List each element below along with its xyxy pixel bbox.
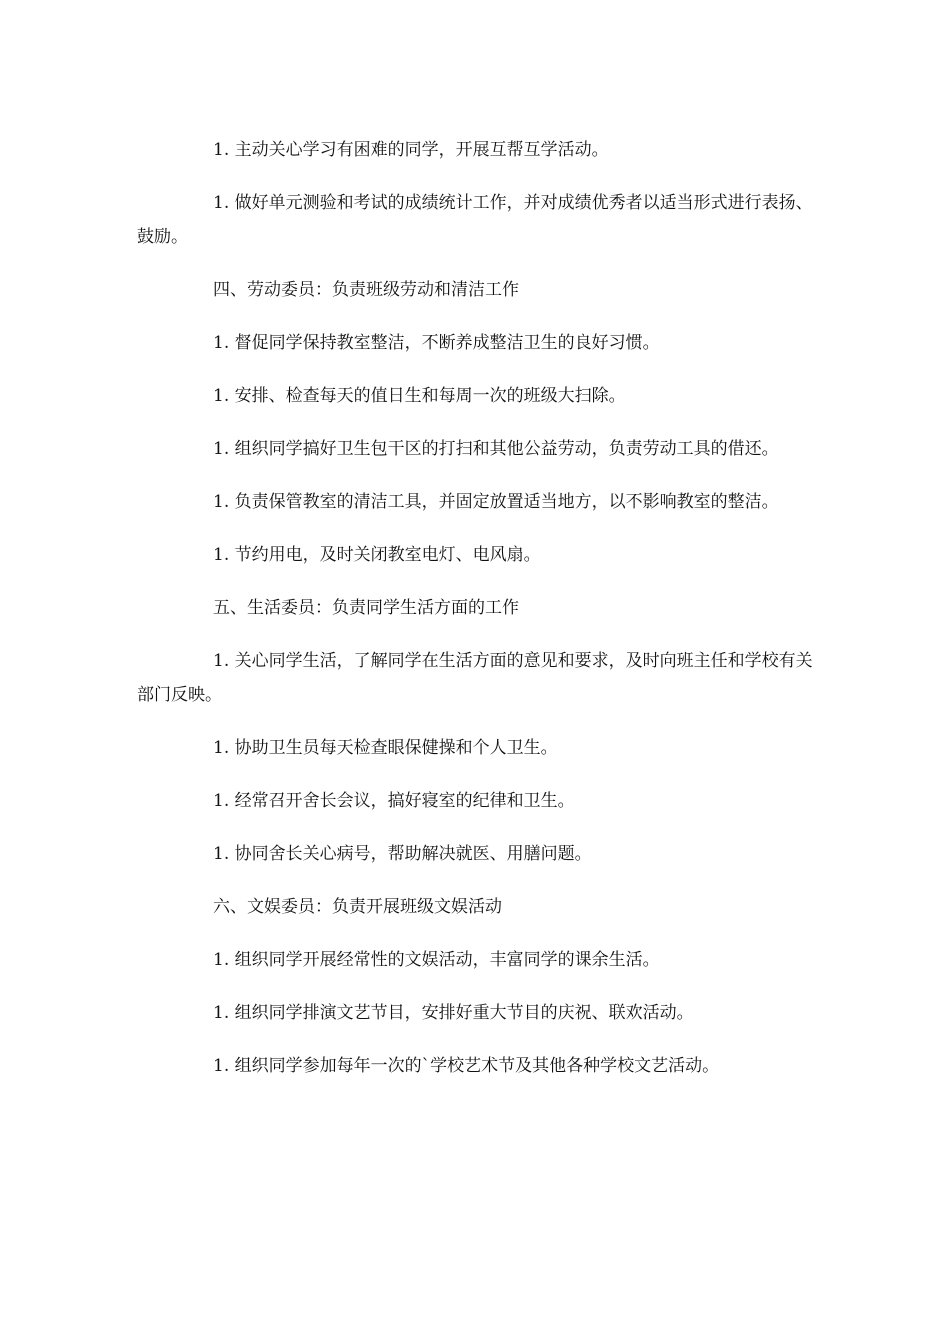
paragraph: 1. 组织同学开展经常性的文娱活动，丰富同学的课余生活。 bbox=[213, 950, 660, 970]
paragraph: 1. 组织同学参加每年一次的`学校艺术节及其他各种学校文艺活动。 bbox=[213, 1056, 720, 1076]
section-heading: 四、劳动委员：负责班级劳动和清洁工作 bbox=[213, 280, 519, 300]
paragraph: 1. 组织同学排演文艺节目，安排好重大节目的庆祝、联欢活动。 bbox=[213, 1003, 694, 1023]
section-heading: 五、生活委员：负责同学生活方面的工作 bbox=[213, 598, 519, 618]
paragraph: 1. 督促同学保持教室整洁，不断养成整洁卫生的良好习惯。 bbox=[213, 333, 660, 353]
paragraph: 1. 负责保管教室的清洁工具，并固定放置适当地方，以不影响教室的整洁。 bbox=[213, 492, 779, 512]
paragraph: 1. 协助卫生员每天检查眼保健操和个人卫生。 bbox=[213, 738, 558, 758]
paragraph: 1. 做好单元测验和考试的成绩统计工作，并对成绩优秀者以适当形式进行表扬、鼓励。 bbox=[137, 193, 813, 247]
paragraph: 1. 组织同学搞好卫生包干区的打扫和其他公益劳动，负责劳动工具的借还。 bbox=[213, 439, 779, 459]
document-body bbox=[137, 133, 813, 1102]
paragraph: 1. 关心同学生活，了解同学在生活方面的意见和要求，及时向班主任和学校有关部门反映。 bbox=[137, 651, 813, 705]
paragraph: 1. 经常召开舍长会议，搞好寝室的纪律和卫生。 bbox=[213, 791, 575, 811]
section-heading: 六、文娱委员：负责开展班级文娱活动 bbox=[213, 897, 502, 917]
paragraph: 1. 安排、检查每天的值日生和每周一次的班级大扫除。 bbox=[213, 386, 626, 406]
paragraph: 1. 协同舍长关心病号，帮助解决就医、用膳问题。 bbox=[213, 844, 592, 864]
paragraph: 1. 主动关心学习有困难的同学，开展互帮互学活动。 bbox=[213, 140, 609, 160]
paragraph: 1. 节约用电，及时关闭教室电灯、电风扇。 bbox=[213, 545, 541, 565]
